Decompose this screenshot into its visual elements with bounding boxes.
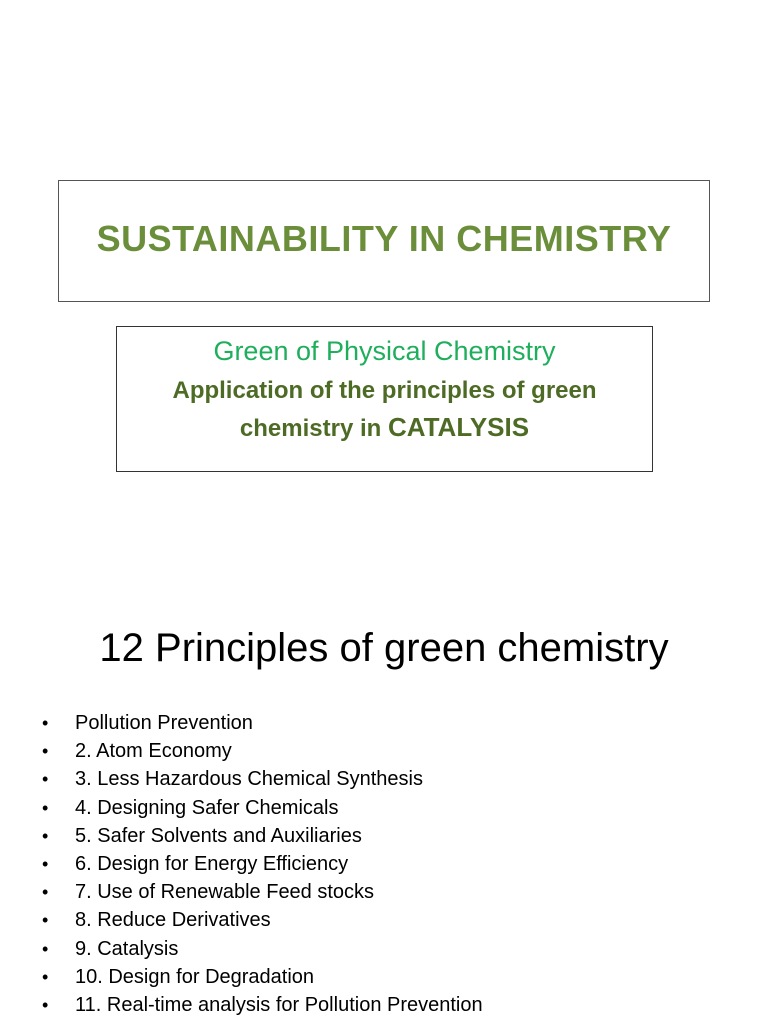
principle-item — [42, 850, 483, 878]
principle-item — [42, 963, 483, 991]
bullet-icon: • — [42, 797, 49, 818]
principle-text: Pollution Prevention — [75, 712, 253, 734]
principle-text: 7. Use of Renewable Feed stocks — [75, 881, 375, 904]
bullet-icon: • — [42, 910, 49, 931]
principle-text: 5. Safer Solvents and Auxiliaries — [75, 824, 362, 847]
principle-item — [42, 794, 483, 822]
bullet-icon: • — [42, 713, 49, 733]
application-line — [117, 373, 652, 447]
principle-item — [42, 991, 483, 1019]
bullet-icon: • — [42, 853, 49, 874]
principle-item — [42, 737, 483, 765]
bullet-icon: • — [42, 994, 49, 1015]
bullet-icon: • — [42, 966, 49, 987]
principle-item — [42, 822, 483, 850]
principle-text: 10. Design for Degradation — [75, 965, 315, 988]
principle-item — [42, 709, 483, 737]
slide-title: SUSTAINABILITY IN CHEMISTRY — [96, 218, 672, 259]
application-emphasis: CATALYSIS — [387, 412, 530, 442]
subtitle-box — [116, 326, 653, 472]
principle-text: 11. Real-time analysis for Pollution Prevention — [75, 993, 483, 1016]
principles-list — [42, 709, 483, 1019]
principle-item — [42, 906, 483, 934]
principle-text: 3. Less Hazardous Chemical Synthesis — [75, 768, 423, 791]
principles-heading: 12 Principles of green chemistry — [99, 626, 669, 670]
application-text: Application of the principles of green chemistry in — [172, 377, 597, 442]
principle-item — [42, 878, 483, 906]
bullet-icon: • — [42, 938, 49, 959]
principle-text: 2. Atom Economy — [75, 740, 232, 763]
bullet-icon: • — [42, 825, 49, 846]
principle-text: 8. Reduce Derivatives — [75, 909, 271, 932]
bullet-icon: • — [42, 769, 49, 790]
principle-item — [42, 765, 483, 793]
principle-text: 9. Catalysis — [75, 937, 179, 960]
bullet-icon: • — [42, 741, 49, 762]
title-box — [58, 180, 710, 302]
principle-text: 6. Design for Energy Efficiency — [75, 852, 349, 875]
bullet-icon: • — [42, 882, 49, 903]
subtitle-line: Green of Physical Chemistry — [213, 336, 556, 366]
principle-item — [42, 935, 483, 963]
principle-text: 4. Designing Safer Chemicals — [75, 796, 339, 819]
